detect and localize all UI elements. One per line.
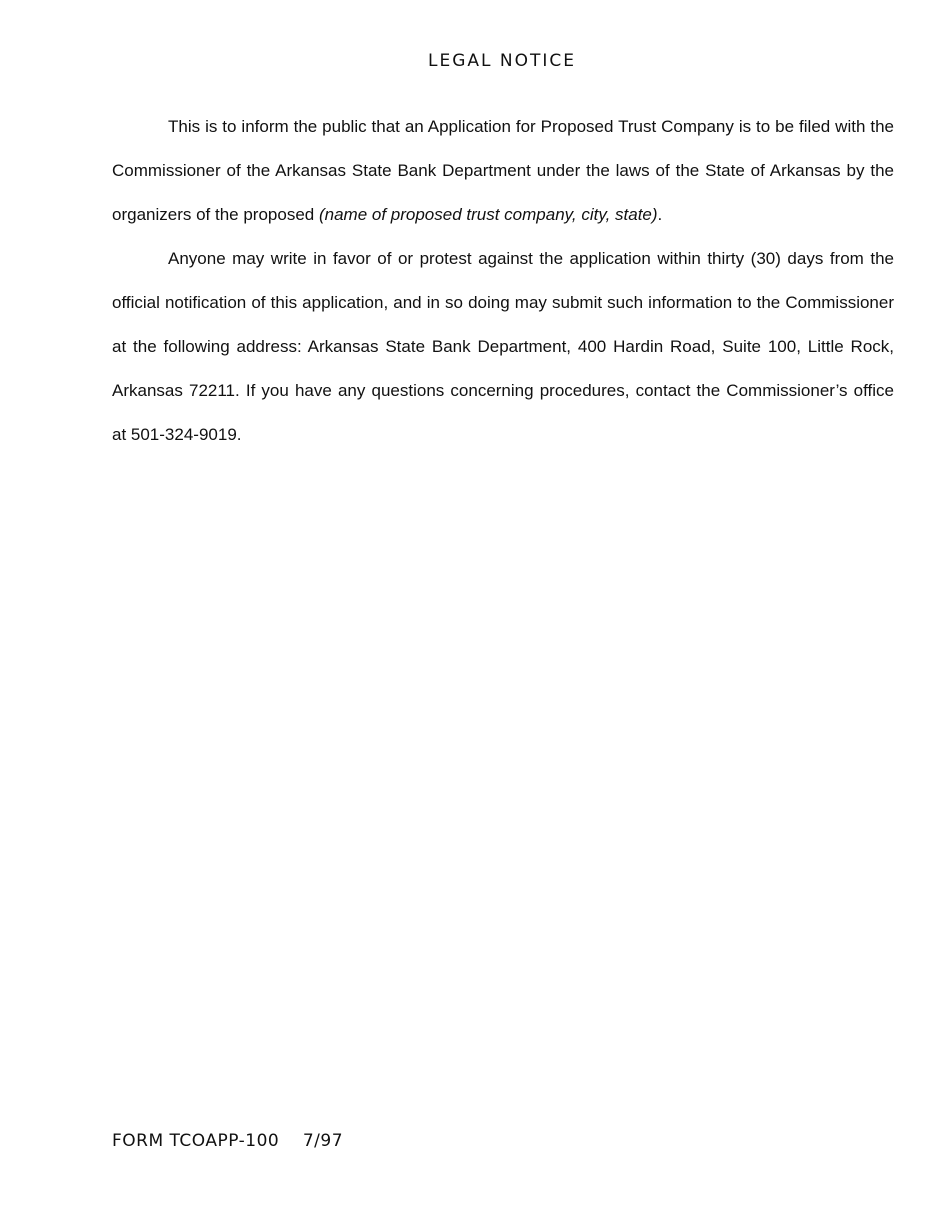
notice-body <box>112 105 894 457</box>
form-date: 7/97 <box>302 1131 344 1151</box>
paragraph-protest-instructions: Anyone may write in favor of or protest against the application within thirty (30) days from the official notification of this application, and in so doing may submit such information to the Commissioner at the following address: Arkansas State Bank Department, 400 Hardin Road, Suite 100, Little Rock, Arkansas 72211. If you have any questions concerning procedures, contact the Commissioner’s office at 501-324-9019. <box>112 249 894 444</box>
trust-company-placeholder: (name of proposed trust company, city, state) <box>318 205 658 224</box>
paragraph-filing-end: . <box>657 205 663 224</box>
form-id: FORM TCOAPP-100 <box>112 1131 280 1151</box>
document-title: LEGAL NOTICE <box>428 51 576 71</box>
paragraph-filing-notice <box>112 105 894 237</box>
form-footer <box>112 1130 343 1152</box>
paragraph-filing-text: This is to inform the public that an Application for Proposed Trust Company is to be filed with the Commissioner of the Arkansas State Bank Department under the laws of the State of Arkansas by the organizers of the proposed <box>112 117 894 224</box>
